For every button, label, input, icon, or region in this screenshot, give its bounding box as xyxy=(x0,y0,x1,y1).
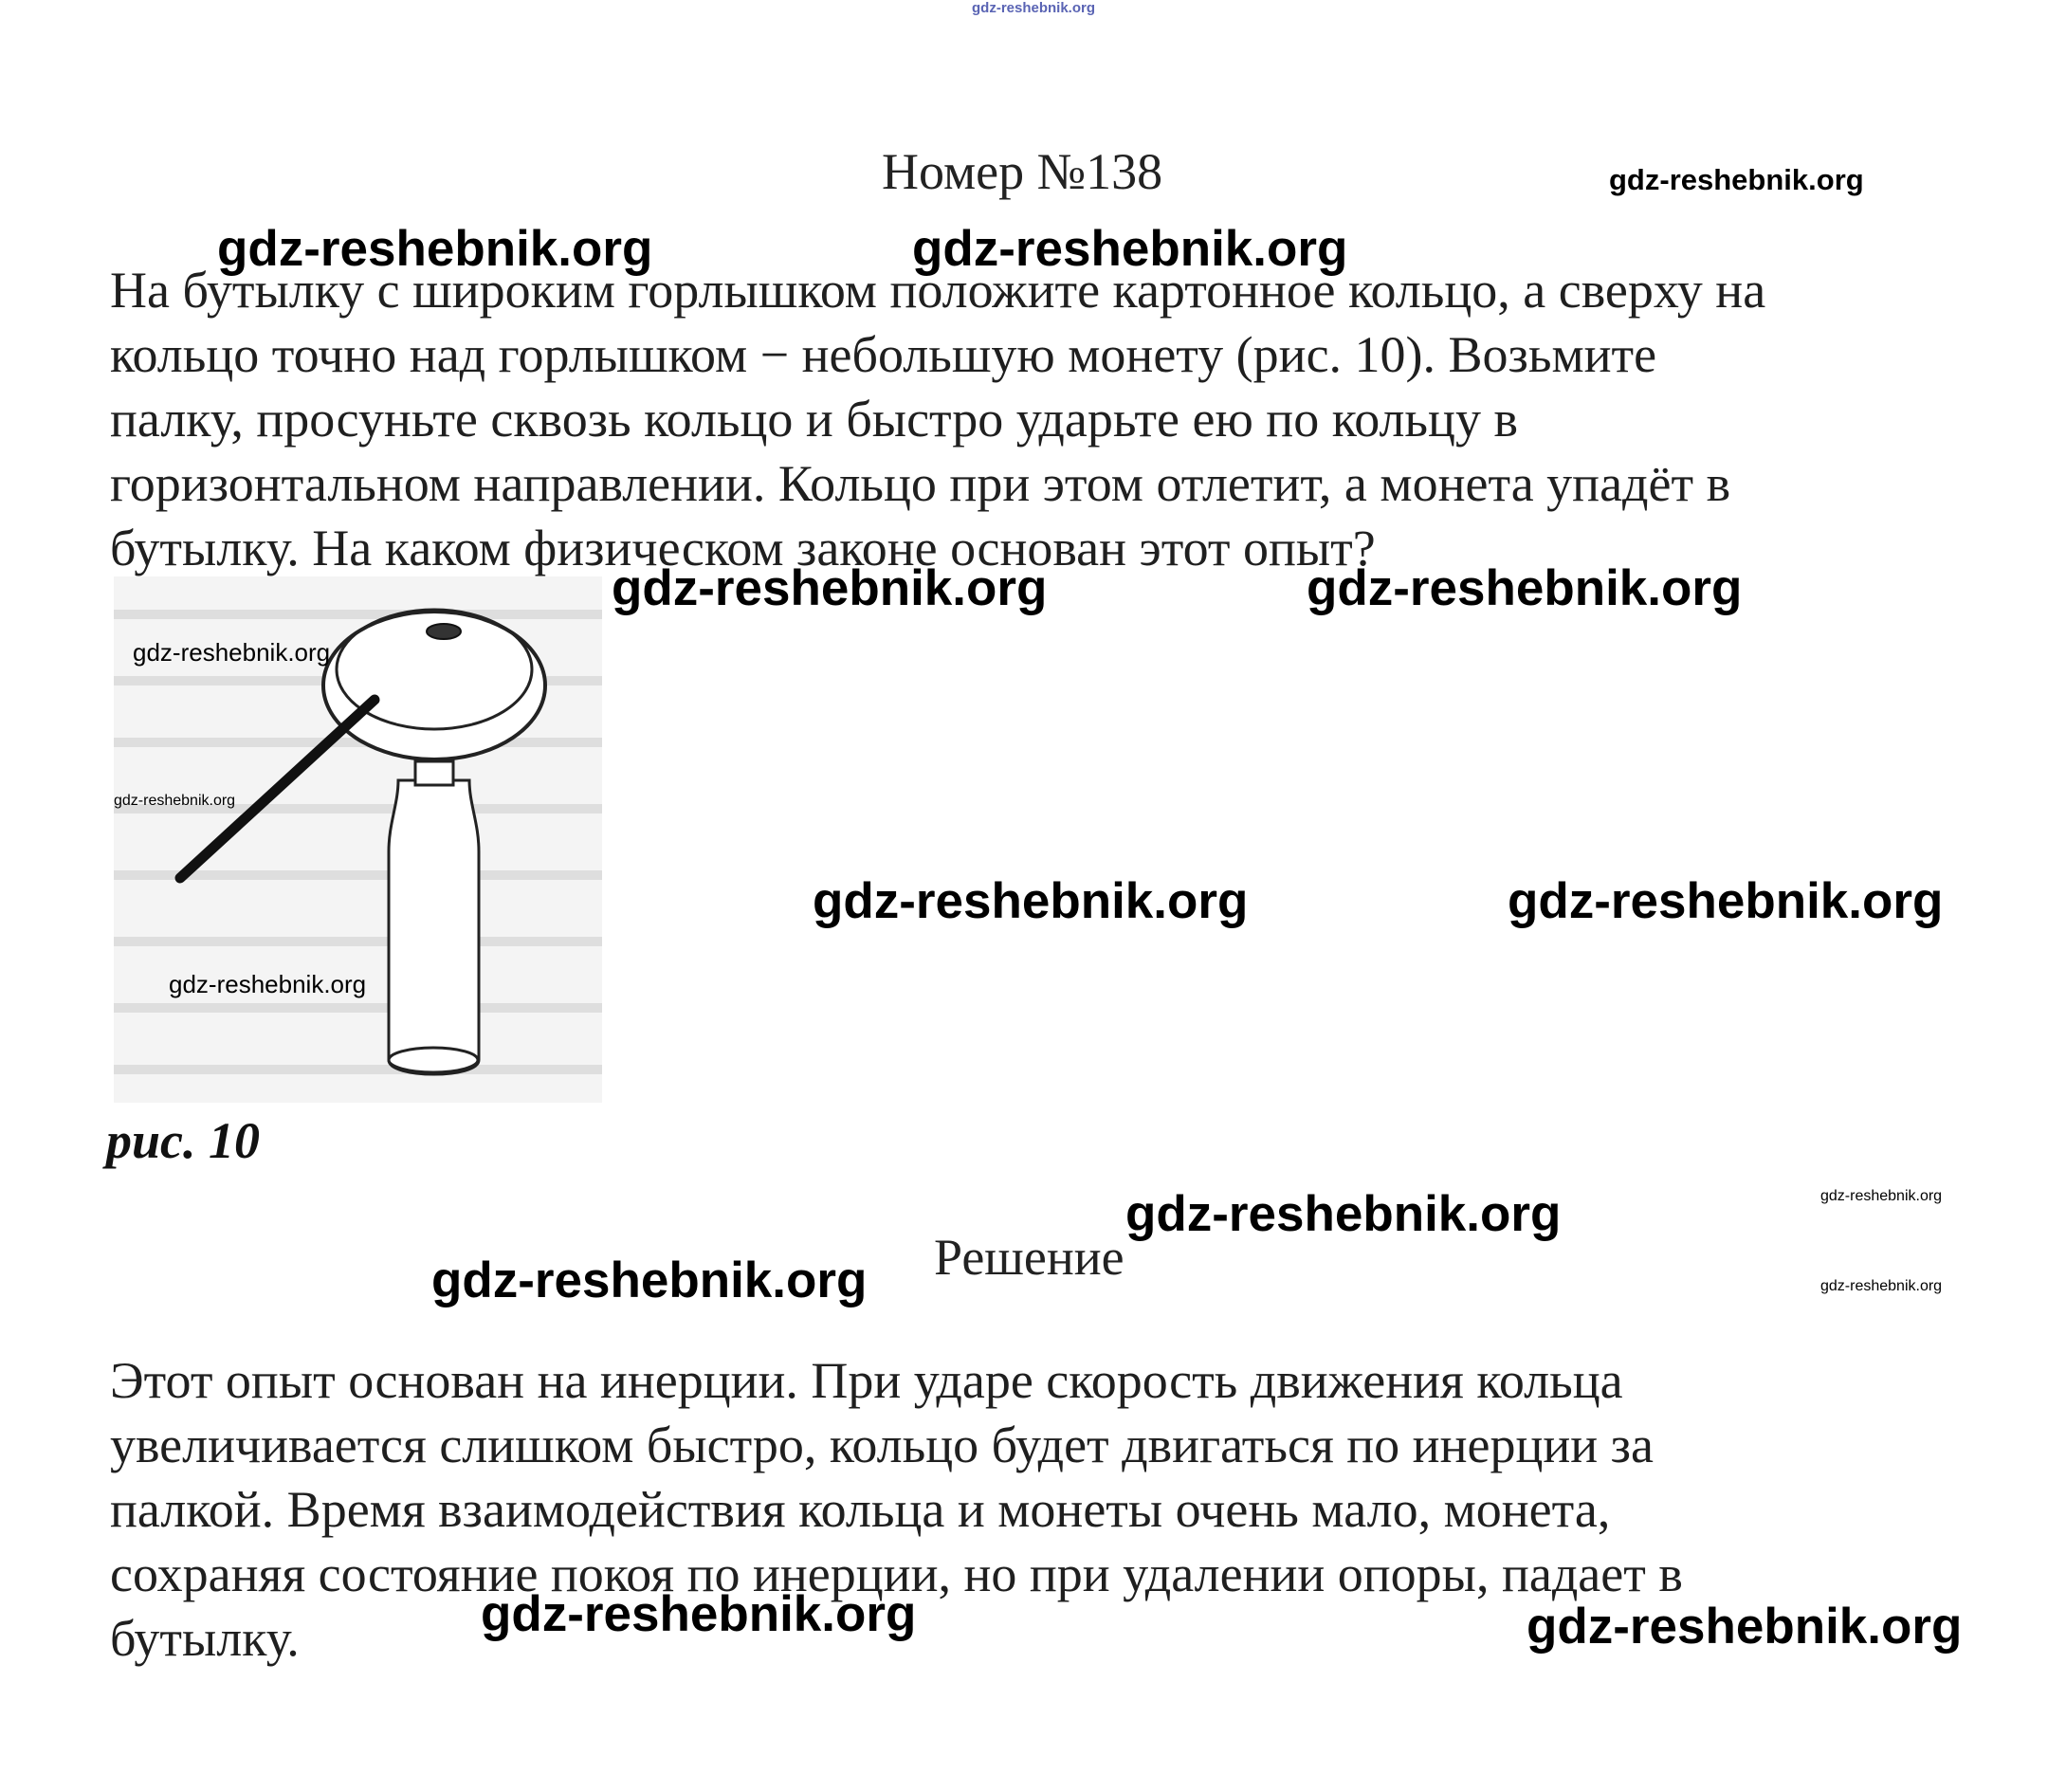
bottle-body xyxy=(389,780,479,1074)
question-line: кольцо точно над горлышком − небольшую монету (рис. 10). Возьмите xyxy=(110,326,1657,383)
watermark: gdz-reshebnik.org xyxy=(1820,1188,1943,1204)
watermark: gdz-reshebnik.org xyxy=(1609,163,1864,196)
figure-caption: рис. 10 xyxy=(106,1112,260,1169)
question-text xyxy=(110,258,2006,580)
solution-heading: Решение xyxy=(934,1229,1124,1286)
coin xyxy=(427,624,461,639)
watermark: gdz-reshebnik.org xyxy=(612,560,1048,616)
question-line: палку, просуньте сквозь кольцо и быстро ударьте ею по кольцу в xyxy=(110,391,1518,448)
answer-line: сохраняя состояние покоя по инерции, но при удалении опоры, падает в xyxy=(110,1545,1683,1602)
watermark: gdz-reshebnik.org xyxy=(912,221,1348,277)
question-line: На бутылку с широким горлышком положите картонное кольцо, а сверху на xyxy=(110,262,1766,319)
answer-line: увеличивается слишком быстро, кольцо будет двигаться по инерции за xyxy=(110,1417,1654,1473)
watermark: gdz-reshebnik.org xyxy=(813,873,1249,929)
watermark: gdz-reshebnik.org xyxy=(133,638,331,667)
watermark: gdz-reshebnik.org xyxy=(1508,873,1944,929)
watermark: gdz-reshebnik.org xyxy=(431,1253,868,1308)
page-title: Номер №138 xyxy=(882,143,1163,200)
question-line: горизонтальном направлении. Кольцо при этом отлетит, а монета упадёт в xyxy=(110,455,1731,512)
watermark: gdz-reshebnik.org xyxy=(114,793,236,809)
answer-line: палкой. Время взаимодействия кольца и монеты очень мало, монета, xyxy=(110,1481,1611,1538)
answer-line: Этот опыт основан на инерции. При ударе скорость движения кольца xyxy=(110,1352,1623,1409)
watermark: gdz-reshebnik.org xyxy=(1527,1599,1963,1655)
bottle-neck xyxy=(415,761,453,785)
watermark: gdz-reshebnik.org xyxy=(481,1586,917,1642)
watermark: gdz-reshebnik.org xyxy=(217,221,653,277)
top-url[interactable]: gdz-reshebnik.org xyxy=(972,0,1096,16)
watermark: gdz-reshebnik.org xyxy=(169,970,367,998)
answer-line: бутылку. xyxy=(110,1610,300,1667)
watermark: gdz-reshebnik.org xyxy=(1307,560,1743,616)
watermark: gdz-reshebnik.org xyxy=(1820,1278,1943,1294)
watermark: gdz-reshebnik.org xyxy=(1125,1186,1562,1242)
question-line: бутылку. На каком физическом законе основан этот опыт? xyxy=(110,520,1376,576)
